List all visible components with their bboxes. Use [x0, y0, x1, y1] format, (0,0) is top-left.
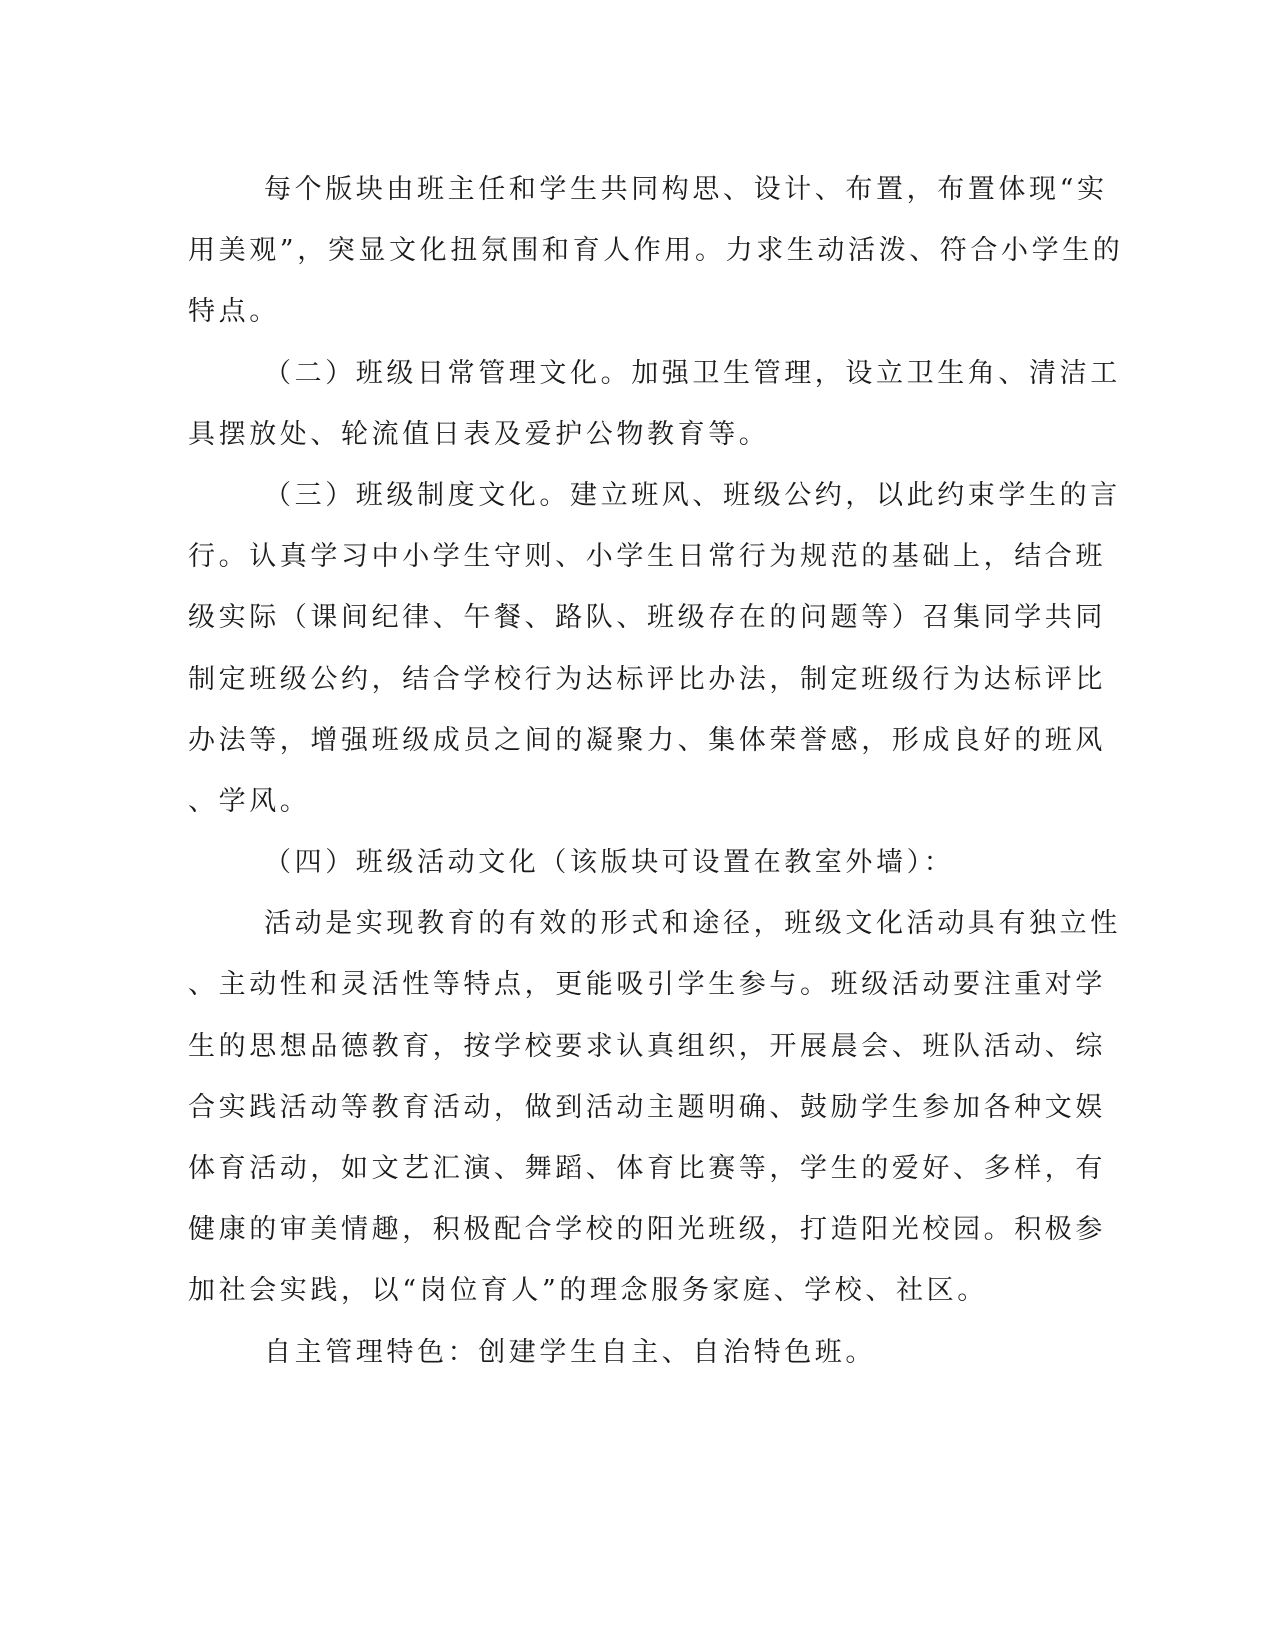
- paragraph-line: 级实际（课间纪律、午餐、路队、班级存在的问题等）召集同学共同: [188, 602, 1106, 634]
- paragraph-line: 办法等，增强班级成员之间的凝聚力、集体荣誉感，形成良好的班风: [188, 724, 1106, 756]
- paragraph-line: 每个版块由班主任和学生共同构思、设计、布置，布置体现“实: [264, 174, 1108, 205]
- paragraph-line: 特点。: [188, 296, 280, 328]
- paragraph-line: 行。认真学习中小学生守则、小学生日常行为规范的基础上，结合班: [188, 541, 1106, 573]
- paragraph-line: 健康的审美情趣，积极配合学校的阳光班级，打造阳光校园。积极参: [188, 1214, 1106, 1246]
- paragraph-line: 自主管理特色：创建学生自主、自治特色班。: [264, 1336, 876, 1368]
- paragraph-line: 合实践活动等教育活动，做到活动主题明确、鼓励学生参加各种文娱: [188, 1091, 1106, 1123]
- paragraph-line: 、学风。: [188, 785, 311, 817]
- paragraph-line: 用美观”，突显文化扭氛围和育人作用。力求生动活泼、符合小学生的: [188, 235, 1124, 267]
- paragraph-line: 制定班级公约，结合学校行为达标评比办法，制定班级行为达标评比: [188, 663, 1106, 695]
- document-body: [188, 159, 1124, 1383]
- paragraph-line: 活动是实现教育的有效的形式和途径，班级文化活动具有独立性: [264, 908, 1121, 940]
- paragraph-line: 加社会实践，以“岗位育人”的理念服务家庭、学校、社区。: [188, 1275, 988, 1307]
- paragraph-line: 具摆放处、轮流值日表及爱护公物教育等。: [188, 418, 770, 450]
- paragraph-line: 生的思想品德教育，按学校要求认真组织，开展晨会、班队活动、综: [188, 1030, 1106, 1062]
- paragraph-line: 体育活动，如文艺汇演、舞蹈、体育比赛等，学生的爱好、多样，有: [188, 1153, 1106, 1184]
- paragraph-line: （四）班级活动文化（该版块可设置在教室外墙）：: [264, 847, 955, 879]
- paragraph-line: （二）班级日常管理文化。加强卫生管理，设立卫生角、清洁工: [264, 357, 1121, 389]
- paragraph-line: 、主动性和灵活性等特点，更能吸引学生参与。班级活动要注重对学: [188, 969, 1106, 1001]
- paragraph-line: （三）班级制度文化。建立班风、班级公约，以此约束学生的言: [264, 479, 1121, 511]
